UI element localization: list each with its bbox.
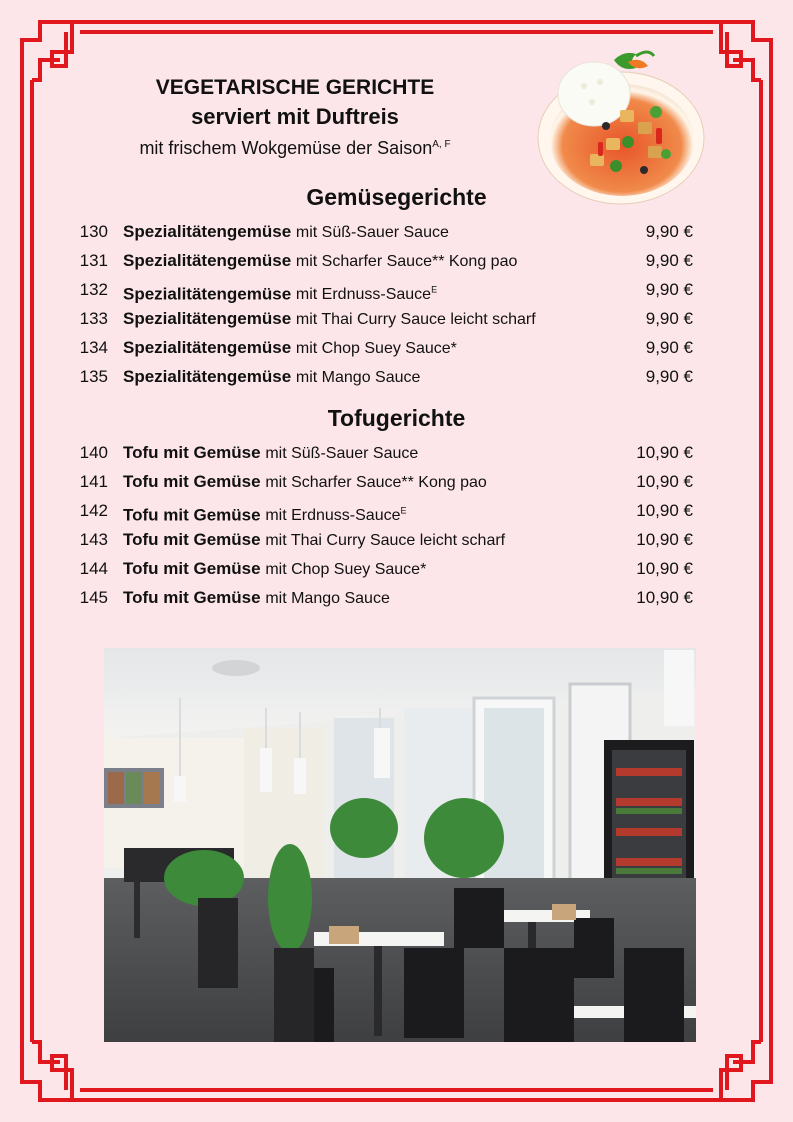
- item-description-text: mit Erdnuss-Sauce: [265, 507, 401, 525]
- side-note: [90, 133, 500, 160]
- item-title: Spezialitätengemüse: [123, 251, 292, 270]
- menu-item: [0, 306, 793, 332]
- section-title-gemuese: Gemüsegerichte: [306, 184, 487, 210]
- item-description: mit Chop Suey Sauce*: [265, 561, 427, 578]
- item-price: 10,90 €: [636, 559, 693, 578]
- menu-item: [0, 219, 793, 245]
- menu-item: [0, 498, 793, 524]
- item-title: Spezialitätengemüse: [123, 338, 292, 357]
- item-number: 131: [79, 251, 108, 270]
- menu-item: [0, 469, 793, 495]
- menu-item: [0, 440, 793, 466]
- item-price: 9,90 €: [645, 338, 693, 357]
- item-number: 132: [79, 280, 108, 299]
- page-title: VEGETARISCHE GERICHTE: [155, 76, 435, 99]
- item-description: mit Thai Curry Sauce leicht scharf: [265, 532, 506, 549]
- item-title: Tofu mit Gemüse: [123, 472, 261, 491]
- allergen-mark: E: [400, 506, 407, 516]
- page-subtitle: serviert mit Duftreis: [191, 104, 399, 129]
- dish-photo: [536, 42, 706, 208]
- item-number: 140: [79, 443, 108, 462]
- item-number: 134: [79, 338, 108, 357]
- menu-item: [0, 585, 793, 611]
- item-price: 10,90 €: [636, 472, 693, 491]
- item-title: Tofu mit Gemüse: [123, 588, 261, 607]
- side-note-text: mit frischem Wokgemüse der Saison: [139, 138, 433, 158]
- menu-item: [0, 335, 793, 361]
- item-number: 141: [79, 472, 108, 491]
- item-price: 10,90 €: [636, 530, 693, 549]
- menu-header: [90, 74, 500, 160]
- item-name: [123, 219, 449, 246]
- item-name: [123, 469, 487, 496]
- item-description: mit Chop Suey Sauce*: [295, 340, 457, 357]
- item-title: Tofu mit Gemüse: [123, 505, 261, 525]
- item-name: [123, 585, 390, 612]
- item-name: [123, 306, 536, 333]
- item-price: 9,90 €: [645, 222, 693, 241]
- item-title: Tofu mit Gemüse: [123, 559, 261, 578]
- item-price: 9,90 €: [645, 280, 693, 299]
- item-name: [123, 248, 517, 275]
- item-description: mit Süß-Sauer Sauce: [295, 224, 449, 241]
- allergen-note: A, F: [432, 139, 451, 150]
- item-description: mit Thai Curry Sauce leicht scharf: [295, 311, 536, 328]
- item-name: [123, 498, 407, 529]
- menu-item: [0, 556, 793, 582]
- item-number: 130: [79, 222, 108, 241]
- item-description: mit Scharfer Sauce** Kong pao: [265, 474, 487, 491]
- item-title: Spezialitätengemüse: [123, 284, 292, 304]
- restaurant-interior-photo: [104, 648, 696, 1042]
- item-name: [123, 527, 505, 554]
- menu-item: [0, 364, 793, 390]
- item-name: [123, 335, 457, 362]
- item-price: 9,90 €: [645, 367, 693, 386]
- menu-item: [0, 248, 793, 274]
- menu-item: [0, 277, 793, 303]
- item-description: [296, 286, 437, 303]
- item-name: [123, 556, 426, 583]
- item-description: mit Scharfer Sauce** Kong pao: [295, 253, 518, 270]
- item-title: Tofu mit Gemüse: [123, 530, 261, 549]
- item-number: 133: [79, 309, 108, 328]
- item-title: Spezialitätengemüse: [123, 309, 292, 328]
- item-price: 10,90 €: [636, 501, 693, 520]
- item-description: mit Süß-Sauer Sauce: [265, 445, 419, 462]
- item-name: [123, 440, 418, 467]
- item-price: 9,90 €: [645, 309, 693, 328]
- item-number: 142: [79, 501, 108, 520]
- item-description-text: mit Erdnuss-Sauce: [295, 286, 432, 304]
- item-number: 143: [79, 530, 108, 549]
- item-description: mit Mango Sauce: [265, 590, 390, 607]
- menu-item: [0, 527, 793, 553]
- item-number: 144: [79, 559, 108, 578]
- item-name: [123, 277, 437, 308]
- item-title: Tofu mit Gemüse: [123, 443, 261, 462]
- item-price: 9,90 €: [645, 251, 693, 270]
- item-name: [123, 364, 420, 391]
- allergen-mark: E: [431, 285, 438, 295]
- item-title: Spezialitätengemüse: [123, 367, 292, 386]
- section-title-tofu: Tofugerichte: [327, 405, 466, 431]
- item-description: mit Mango Sauce: [295, 369, 421, 386]
- item-number: 135: [79, 367, 108, 386]
- item-title: Spezialitätengemüse: [123, 222, 292, 241]
- item-number: 145: [79, 588, 108, 607]
- item-description: [265, 507, 406, 524]
- item-price: 10,90 €: [636, 443, 693, 462]
- item-price: 10,90 €: [636, 588, 693, 607]
